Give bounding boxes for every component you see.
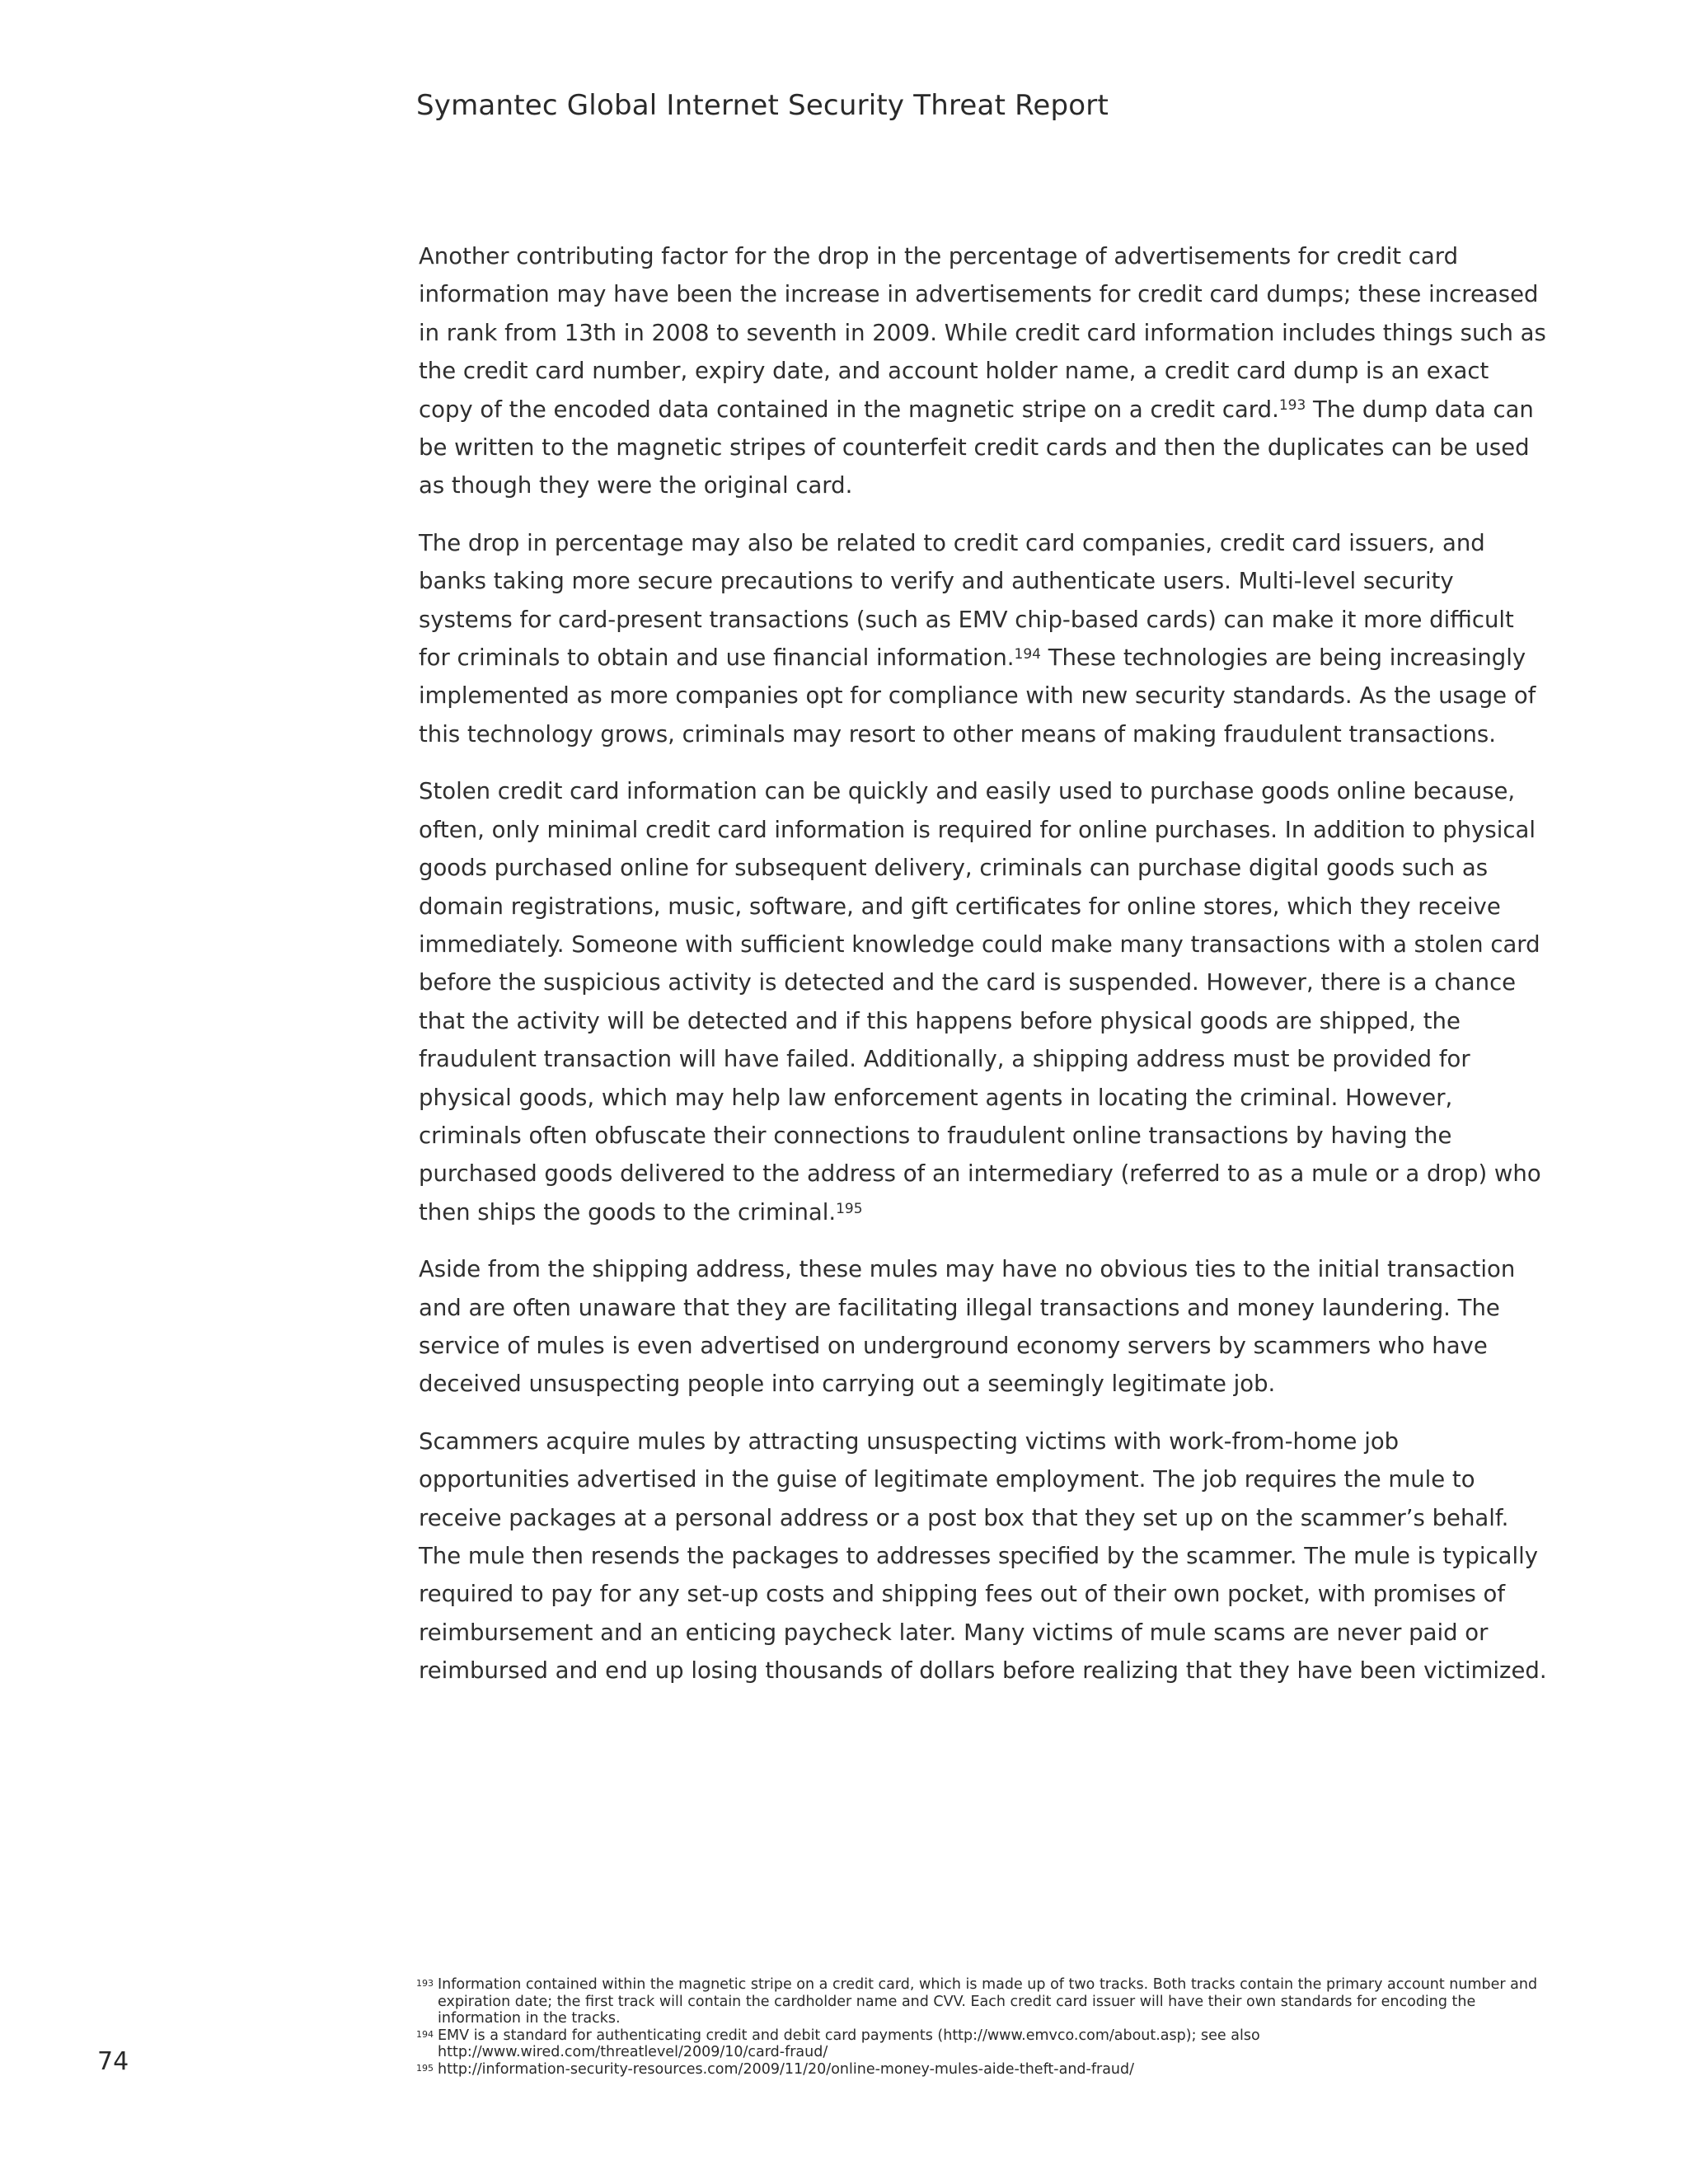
paragraph-text: Another contributing factor for the drop in the percentage of advertisements for credit card information may have been the increase in advertisements for credit card dumps; these increased in rank from 13th in 2008 to seventh in 2009. While credit card information includes things such as the credit card number, expiry date, and account holder name, a credit card dump is an exact copy of the encoded data contained in the magnetic stripe on a credit card. — [419, 243, 1546, 423]
body-text — [419, 237, 1548, 1709]
page-number: 74 — [97, 2047, 129, 2076]
footnote-ref-193[interactable]: 193 — [1278, 397, 1306, 415]
footnote-ref-195[interactable]: 195 — [836, 1200, 863, 1217]
footnote-text: Information contained within the magnetic stripe on a credit card, which is made up of two tracks. Both tracks contain the primary account number and expiration date; the first track will contain the cardholder name and CVV. Each credit card issuer will have their own standards for encoding the information in the tracks. — [438, 1976, 1538, 2027]
footnote-193 — [416, 1976, 1562, 2027]
paragraph-2 — [419, 524, 1548, 753]
footnote-number: 195 — [416, 2062, 434, 2074]
footnote-number: 193 — [416, 1978, 434, 1989]
footnote-194 — [416, 2027, 1562, 2061]
paragraph-text: These technologies are being increasingly implemented as more companies opt for compliance with new security standards. As the usage of this technology grows, criminals may resort to other means of making fraudulent transactions. — [419, 644, 1536, 748]
footnote-ref-194[interactable]: 194 — [1014, 645, 1041, 663]
paragraph-4 — [419, 1250, 1548, 1404]
paragraph-5 — [419, 1422, 1548, 1690]
footnote-195 — [416, 2061, 1562, 2079]
footnote-text[interactable]: http://information-security-resources.com/2009/11/20/online-money-mules-aide-theft-and-fraud/ — [438, 2060, 1135, 2078]
paragraph-3 — [419, 772, 1548, 1231]
paragraph-text: The dump data can be written to the magnetic stripes of counterfeit credit cards and then the duplicates can be used as though they were the original card. — [419, 396, 1534, 499]
paragraph-text: Stolen credit card information can be quickly and easily used to purchase goods online because, often, only minimal credit card information is required for online purchases. In addition to physical goods purchased online for subsequent delivery, criminals can purchase digital goods such as domain registrations, music, software, and gift certificates for online stores, which they receive immediately. Someone with sufficient knowledge could make many transactions with a stolen card before the suspicious activity is detected and the card is suspended. However, there is a chance that the activity will be detected and if this happens before physical goods are shipped, the fraudulent transaction will have failed. Additionally, a shipping address must be provided for physical goods, which may help law enforcement agents in locating the criminal. However, criminals often obfuscate their connections to fraudulent online transactions by having the purchased goods delivered to the address of an intermediary (referred to as a mule or a drop) who then ships the goods to the criminal. — [419, 778, 1541, 1226]
paragraph-text: Scammers acquire mules by attracting unsuspecting victims with work-from-home job opportunities advertised in the guise of legitimate employment. The job requires the mule to receive packages at a personal address or a post box that they set up on the scammer’s behalf. The mule then resends the packages to addresses specified by the scammer. The mule is typically required to pay for any set-up costs and shipping fees out of their own pocket, with promises of reimbursement and an enticing paycheck later. Many victims of mule scams are never paid or reimbursed and end up losing thousands of dollars before realizing that they have been victimized. — [419, 1427, 1547, 1685]
footnote-text[interactable]: EMV is a standard for authenticating credit and debit card payments (http://www.emvco.com/about.asp); see also http://www.wired.com/threatlevel/2009/10/card-fraud/ — [438, 2027, 1260, 2060]
paragraph-1 — [419, 237, 1548, 505]
footnotes — [416, 1976, 1562, 2078]
paragraph-text: Aside from the shipping address, these mules may have no obvious ties to the initial transaction and are often unaware that they are facilitating illegal transactions and money laundering. The service of mules is even advertised on underground economy servers by scammers who have deceived unsuspecting people into carrying out a seemingly legitimate job. — [419, 1256, 1516, 1398]
paragraph-text: The drop in percentage may also be related to credit card companies, credit card issuers, and banks taking more secure precautions to verify and authenticate users. Multi-level security systems for card-present transactions (such as EMV chip-based cards) can make it more difficult for criminals to obtain and use financial information. — [419, 529, 1514, 672]
report-header-title: Symantec Global Internet Security Threat Report — [416, 89, 1109, 122]
footnote-number: 194 — [416, 2028, 434, 2040]
